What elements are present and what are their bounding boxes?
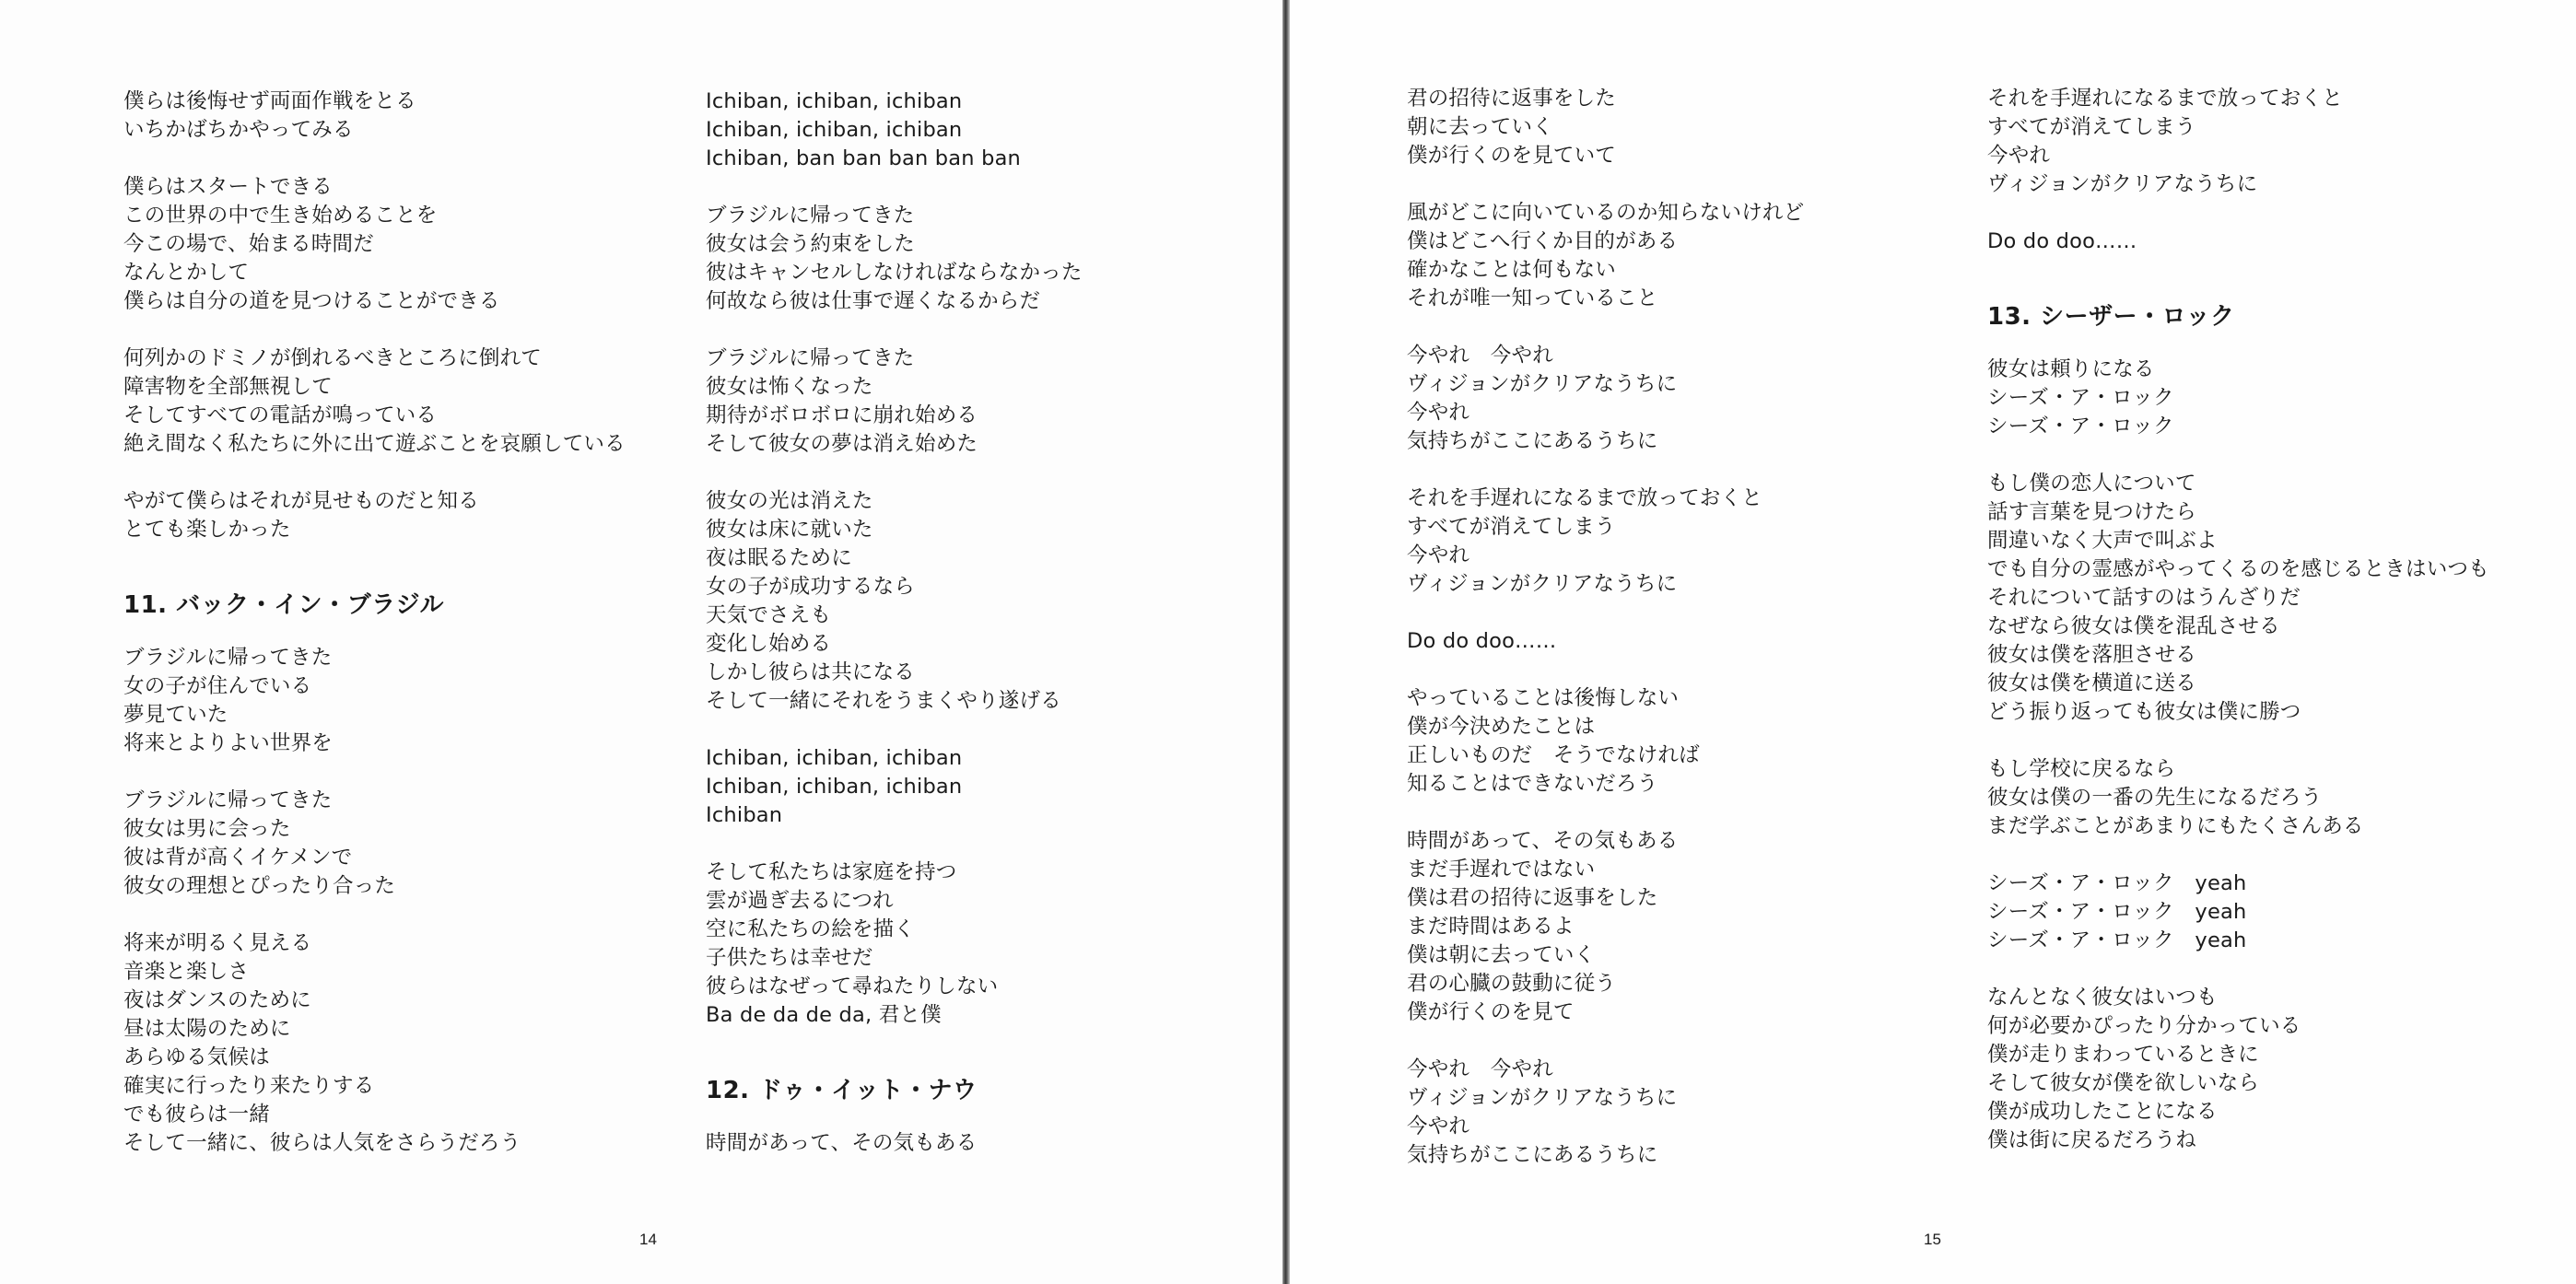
lyric-line: やがて僕らはそれが見せものだと知る	[123, 489, 479, 513]
lyric-line: どう振り返っても彼女は僕に勝つ	[1987, 700, 2301, 724]
lyric-stanza	[706, 744, 1277, 830]
lyric-line: Ichiban, ichiban, ichiban	[706, 118, 963, 142]
lyric-line: 将来とよりよい世界を	[123, 731, 334, 755]
lyric-line: 確かなことは何もない	[1407, 258, 1617, 282]
lyric-line: 彼女は男に会った	[123, 817, 291, 841]
lyric-line: まだ学ぶことがあまりにもたくさんある	[1987, 814, 2364, 838]
lyric-line: そしてすべての電話が鳴っている	[123, 403, 438, 427]
lyric-stanza	[1987, 870, 2558, 955]
lyric-line: 僕は街に戻るだろうね	[1987, 1128, 2197, 1152]
lyric-stanza	[1987, 228, 2558, 256]
lyric-line: シーズ・ア・ロック yeah	[1987, 900, 2247, 924]
lyric-line: でも彼らは一緒	[123, 1103, 270, 1126]
lyric-line: 彼女は僕の一番の先生になるだろう	[1987, 786, 2323, 810]
lyric-stanza	[706, 858, 1277, 1030]
lyric-stanza	[706, 88, 1277, 173]
lyric-line: そして彼女が僕を欲しいなら	[1987, 1071, 2260, 1095]
lyric-line: 僕は朝に去っていく	[1407, 943, 1596, 967]
lyric-line: 僕は君の招待に返事をした	[1407, 886, 1658, 910]
lyric-line: 僕はどこへ行くか目的がある	[1407, 229, 1679, 253]
left-page	[0, 0, 1282, 1284]
lyric-line: 彼女は頼りになる	[1987, 357, 2155, 381]
lyric-line: それを手遅れになるまで放っておくと	[1987, 87, 2343, 111]
lyric-line: やっていることは後悔しない	[1407, 686, 1680, 710]
lyric-line: 間違いなく大声で叫ぶよ	[1987, 529, 2218, 553]
lyric-stanza	[123, 487, 695, 544]
lyric-line: そして彼女の夢は消え始めた	[706, 432, 978, 456]
lyric-line: Ba de da de da, 君と僕	[706, 1003, 942, 1027]
lyric-line: 子供たちは幸せだ	[706, 946, 873, 970]
lyric-line: あらゆる気候は	[123, 1045, 270, 1069]
lyric-stanza	[706, 487, 1277, 716]
lyric-stanza	[1407, 484, 1978, 599]
lyric-line: 夜はダンスのために	[123, 988, 311, 1012]
lyric-line: ヴィジョンがクリアなうちに	[1407, 372, 1678, 396]
lyric-line: 僕らは自分の道を見つけることができる	[123, 289, 500, 313]
lyric-stanza	[123, 344, 695, 459]
lyric-line: シーズ・ア・ロック yeah	[1987, 928, 2247, 952]
lyric-stanza	[1987, 755, 2558, 841]
lyric-line: 彼女は会う約束をした	[706, 232, 916, 256]
lyric-line: もし僕の恋人について	[1987, 472, 2196, 496]
lyric-stanza	[123, 644, 695, 758]
lyric-line: 僕が行くのを見ていて	[1407, 144, 1617, 168]
lyric-line: 今やれ	[1987, 144, 2051, 168]
lyric-line: 今この場で、始まる時間だ	[123, 232, 374, 256]
lyric-line: 天気でさえも	[706, 603, 832, 627]
lyric-stanza	[706, 202, 1277, 316]
lyric-line: それが唯一知っていること	[1407, 286, 1658, 310]
lyric-line: でも自分の霊感がやってくるのを感じるときはいつも	[1987, 557, 2489, 581]
lyric-line: 何列かのドミノが倒れるべきところに倒れて	[123, 346, 543, 370]
lyric-line: 朝に去っていく	[1407, 115, 1553, 139]
lyric-line: まだ時間はあるよ	[1407, 915, 1575, 939]
lyric-line: 彼女は怖くなった	[706, 375, 873, 399]
song-heading: 11. バック・イン・ブラジル	[123, 591, 444, 619]
lyric-line: 僕が今決めたことは	[1407, 715, 1596, 739]
song-heading: 13. シーザー・ロック	[1987, 303, 2235, 331]
lyric-line: それについて話すのはうんざりだ	[1987, 586, 2301, 610]
lyric-line: 君の心臓の鼓動に従う	[1407, 972, 1617, 996]
lyric-line: 空に私たちの絵を描く	[706, 917, 916, 941]
lyric-line: それを手遅れになるまで放っておくと	[1407, 486, 1762, 510]
lyric-line: Do do doo……	[1987, 229, 2137, 253]
lyric-line: 知ることはできないだろう	[1407, 772, 1658, 796]
lyric-stanza	[706, 344, 1277, 459]
lyric-line: 将来が明るく見える	[123, 931, 312, 955]
lyric-line: なんとかして	[123, 261, 250, 285]
lyric-line: もし学校に戻るなら	[1987, 757, 2176, 781]
lyric-line: ブラジルに帰ってきた	[123, 788, 333, 812]
lyric-line: 変化し始める	[706, 632, 832, 656]
lyric-line: ブラジルに帰ってきた	[706, 204, 915, 228]
lyric-line: Ichiban	[706, 803, 783, 827]
lyric-line: 今やれ	[1407, 401, 1470, 425]
lyric-line: 障害物を全部無視して	[123, 375, 334, 399]
lyric-line: 僕らは後悔せず両面作戦をとる	[123, 89, 416, 113]
lyric-stanza	[1407, 827, 1978, 1027]
lyric-stanza	[706, 1129, 1277, 1158]
lyric-stanza	[1407, 199, 1978, 313]
lyric-line: Ichiban, ban ban ban ban ban	[706, 146, 1022, 170]
lyric-stanza	[1987, 984, 2558, 1155]
lyric-line: Ichiban, ichiban, ichiban	[706, 775, 963, 799]
left-page-number: 14	[639, 1231, 657, 1248]
lyric-line: 風がどこに向いているのか知らないけれど	[1407, 201, 1805, 225]
lyric-line: 時間があって、その気もある	[706, 1131, 978, 1155]
lyric-line: なぜなら彼女は僕を混乱させる	[1987, 614, 2280, 638]
right-page-column-2	[1987, 85, 2558, 1184]
lyric-line: 彼女の理想とぴったり合った	[123, 874, 396, 898]
lyric-line: 彼女は僕を落胆させる	[1987, 643, 2197, 667]
lyric-line: シーズ・ア・ロック yeah	[1987, 871, 2247, 895]
lyric-line: すべてが消えてしまう	[1407, 515, 1616, 539]
right-page	[1290, 0, 2576, 1284]
lyric-line: 僕が行くのを見て	[1407, 1000, 1575, 1024]
lyric-line: 夢見ていた	[123, 703, 228, 727]
lyric-line: 女の子が成功するなら	[706, 575, 916, 599]
lyric-line: 今やれ	[1407, 543, 1470, 567]
lyric-stanza	[123, 929, 695, 1158]
book-gutter	[1282, 0, 1290, 1284]
lyric-stanza	[1407, 1056, 1978, 1170]
lyric-line: 君の招待に返事をした	[1407, 87, 1617, 111]
lyric-stanza	[1987, 470, 2558, 727]
right-page-number: 15	[1924, 1231, 1941, 1248]
lyric-line: 彼は背が高くイケメンで	[123, 846, 353, 870]
right-page-column-1	[1407, 85, 1978, 1198]
lyric-line: Ichiban, ichiban, ichiban	[706, 89, 963, 113]
lyric-stanza	[123, 88, 695, 145]
lyric-stanza	[1407, 684, 1978, 799]
left-page-column-2	[706, 88, 1277, 1186]
lyric-line: 絶え間なく私たちに外に出て遊ぶことを哀願している	[123, 432, 626, 456]
lyric-line: ヴィジョンがクリアなうちに	[1987, 172, 2258, 196]
lyric-line: 確実に行ったり来たりする	[123, 1074, 375, 1098]
lyric-line: 僕らはスタートできる	[123, 175, 334, 199]
lyric-line: 女の子が住んでいる	[123, 674, 312, 698]
lyric-line: ヴィジョンがクリアなうちに	[1407, 1086, 1678, 1110]
lyric-line: ブラジルに帰ってきた	[706, 346, 915, 370]
lyric-line: 今やれ 今やれ	[1407, 1057, 1553, 1081]
lyric-line: 夜は眠るために	[706, 546, 852, 570]
lyric-stanza	[123, 787, 695, 901]
lyric-line: ヴィジョンがクリアなうちに	[1407, 572, 1678, 596]
song-heading: 12. ドゥ・イット・ナウ	[706, 1077, 978, 1104]
lyric-line: 雲が過ぎ去るにつれ	[706, 889, 894, 913]
lyric-stanza	[1987, 356, 2558, 441]
lyric-line: 音楽と楽しさ	[123, 960, 250, 984]
lyric-line: 昼は太陽のために	[123, 1017, 291, 1041]
lyric-line: そして私たちは家庭を持つ	[706, 860, 957, 884]
lyric-line: 彼女の光は消えた	[706, 489, 873, 513]
lyric-line: すべてが消えてしまう	[1987, 115, 2196, 139]
lyric-line: 気持ちがここにあるうちに	[1407, 1143, 1658, 1167]
lyric-line: なんとなく彼女はいつも	[1987, 986, 2218, 1010]
lyric-line: そして一緒にそれをうまくやり遂げる	[706, 689, 1061, 713]
lyric-line: 彼はキャンセルしなければならなかった	[706, 261, 1083, 285]
lyric-line: 話す言葉を見つけたら	[1987, 500, 2197, 524]
lyric-line: 何故なら彼は仕事で遅くなるからだ	[706, 289, 1041, 313]
lyric-line: ブラジルに帰ってきた	[123, 646, 333, 670]
lyric-stanza	[1407, 627, 1978, 656]
left-page-column-1	[123, 88, 695, 1186]
lyric-line: 気持ちがここにあるうちに	[1407, 429, 1658, 453]
lyric-stanza	[1407, 342, 1978, 456]
lyric-line: 僕が成功したことになる	[1987, 1100, 2218, 1124]
lyric-stanza	[1407, 85, 1978, 170]
lyric-line: シーズ・ア・ロック	[1987, 414, 2174, 438]
lyric-line: 彼女は床に就いた	[706, 518, 873, 542]
lyric-line: いちかばちかやってみる	[123, 118, 354, 142]
lyric-line: 時間があって、その気もある	[1407, 829, 1679, 853]
lyric-line: 今やれ 今やれ	[1407, 344, 1553, 368]
lyric-line: 今やれ	[1407, 1115, 1470, 1138]
lyric-line: この世界の中で生き始めることを	[123, 204, 438, 228]
lyric-line: しかし彼らは共になる	[706, 660, 916, 684]
lyric-line: そして一緒に、彼らは人気をさらうだろう	[123, 1131, 521, 1155]
lyric-stanza	[1987, 85, 2558, 199]
lyric-line: 期待がボロボロに崩れ始める	[706, 403, 978, 427]
lyric-line: Do do doo……	[1407, 629, 1557, 653]
lyric-line: 何が必要かぴったり分かっている	[1987, 1014, 2301, 1038]
lyric-line: 彼女は僕を横道に送る	[1987, 671, 2197, 695]
lyric-line: 正しいものだ そうでなければ	[1407, 743, 1700, 767]
lyric-line: とても楽しかった	[123, 518, 291, 542]
lyric-line: まだ手遅れではない	[1407, 858, 1596, 881]
lyric-stanza	[123, 173, 695, 316]
lyric-line: シーズ・ア・ロック	[1987, 386, 2174, 410]
lyric-line: 僕が走りまわっているときに	[1987, 1043, 2259, 1067]
lyric-line: 彼らはなぜって尋ねたりしない	[706, 975, 999, 998]
lyric-line: Ichiban, ichiban, ichiban	[706, 746, 963, 770]
